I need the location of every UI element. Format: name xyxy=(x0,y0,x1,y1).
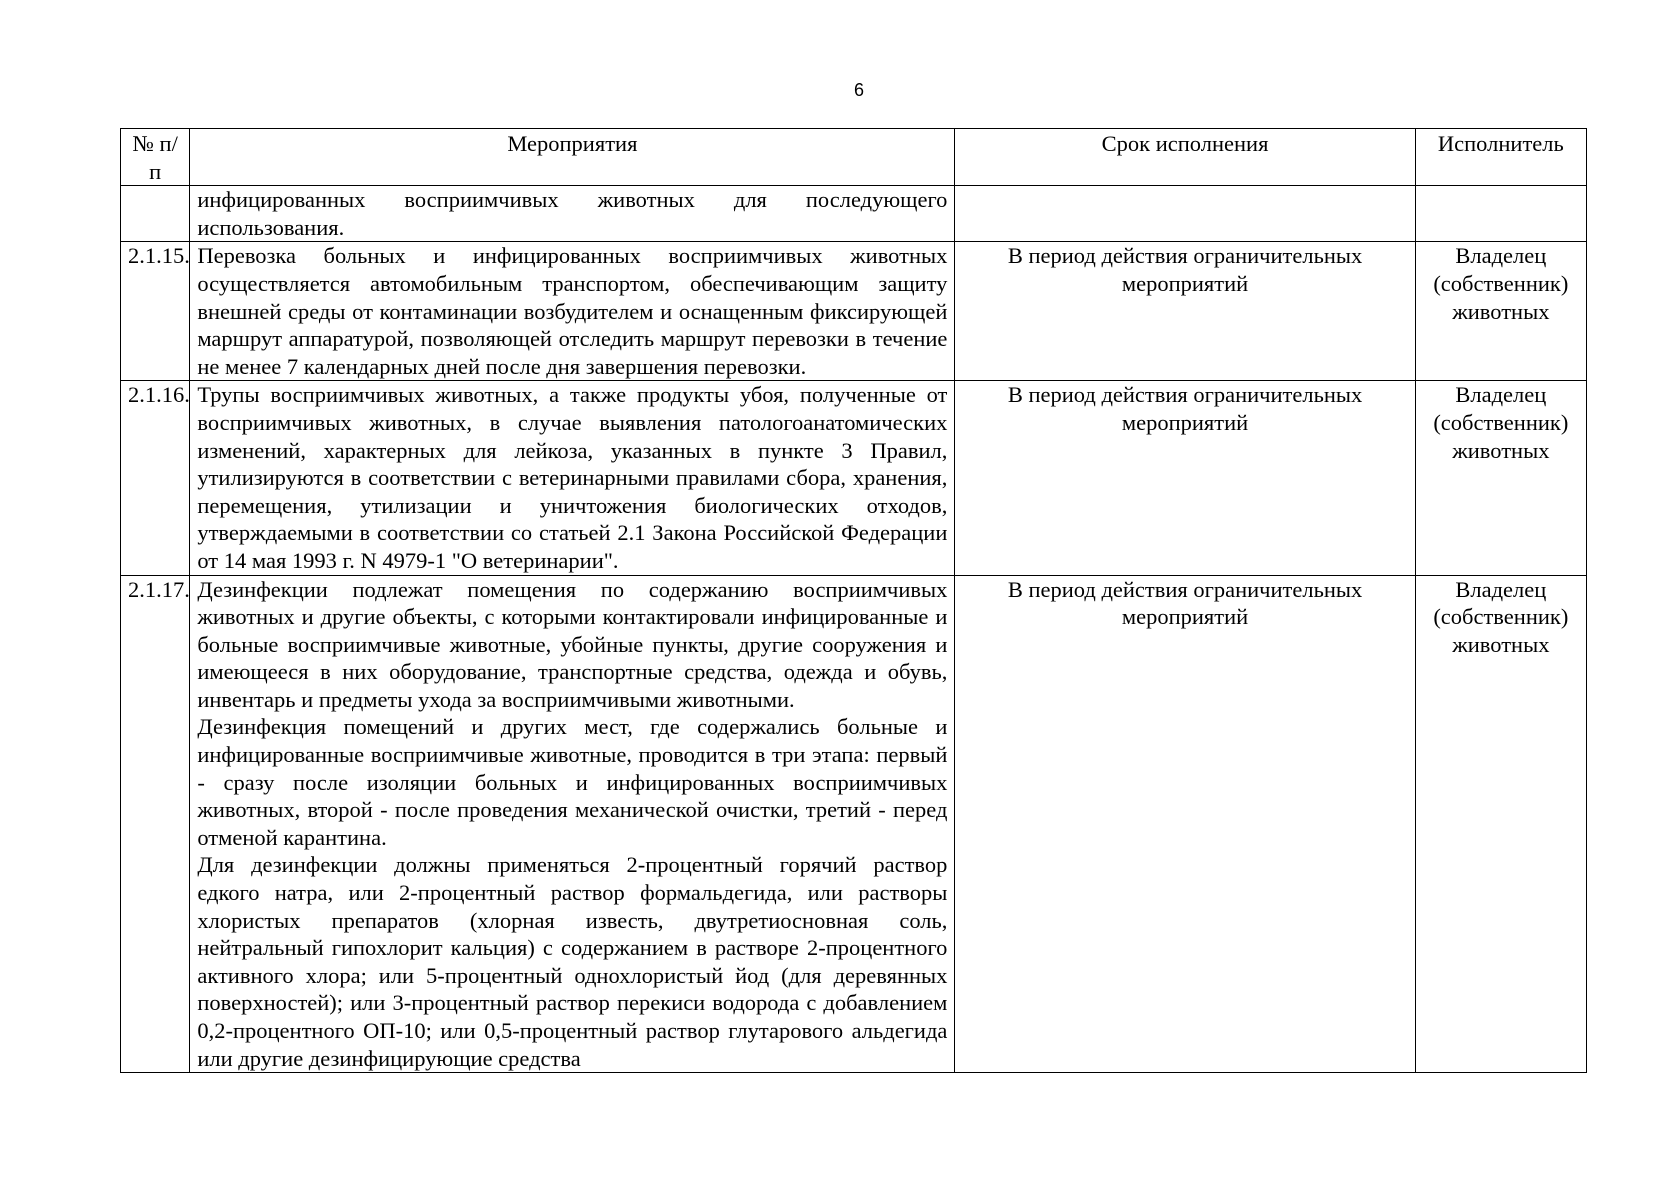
activity-paragraph: Трупы восприимчивых животных, а также продукты убоя, полученные от восприимчивых животных, в случае выявления патологоанатомических изменений, характерных для лейкоза, указанных в пункте 3 Правил, утилизируются в соответствии с ветеринарными правилами сбора, хранения, перемещения, утилизации и уничтожения биологических отходов, утверждаемыми в соответствии со статьей 2.1 Закона Российской Федерации от 14 мая 1993 г. N 4979-1 "О ветеринарии". xyxy=(197,382,948,573)
page-number: 6 xyxy=(853,80,864,100)
executor-line: (собственник) xyxy=(1433,604,1569,630)
activity-paragraph: инфицированных восприимчивых животных для последующего использования. xyxy=(197,187,948,240)
row-number: 2.1.15. xyxy=(121,242,190,381)
activity-paragraph: Для дезинфекции должны применяться 2-процентный горячий раствор едкого натра, или 2-процентный раствор формальдегида, или растворы хлористых препаратов (хлорная известь, двутретиосновная соль, нейтральный гипохлорит кальция) с содержанием в растворе 2-процентного активного хлора; или 5-процентный однохлористый йод (для деревянных поверхностей); или 3-процентный раствор перекиси водорода с добавлением 0,2-процентного ОП-10; или 0,5-процентный раствор глутарового альдегида или другие дезинфицирующие средства xyxy=(197,852,948,1071)
term-line: мероприятий xyxy=(1121,409,1249,435)
row-term xyxy=(955,381,1415,575)
row-executor xyxy=(1415,381,1586,575)
executor-line: животных xyxy=(1452,437,1550,463)
activity-paragraph: Дезинфекции подлежат помещения по содержанию восприимчивых животных и другие объекты, с которыми контактировали инфицированные и больные восприимчивые животные, убойные пункты, другие сооружения и имеющееся в них оборудование, транспортные средства, одежда и обувь, инвентарь и предметы ухода за восприимчивыми животными. xyxy=(197,576,948,712)
executor-line: животных xyxy=(1452,631,1550,657)
executor-line: животных xyxy=(1452,298,1550,324)
executor-line: Владелец xyxy=(1455,576,1547,602)
row-activity xyxy=(190,575,955,1073)
row-number: 2.1.16. xyxy=(121,381,190,575)
measures-table xyxy=(120,128,1587,1073)
term-line: мероприятий xyxy=(1121,270,1249,296)
executor-line: Владелец xyxy=(1455,382,1547,408)
executor-line: (собственник) xyxy=(1433,270,1569,296)
executor-line: (собственник) xyxy=(1433,409,1569,435)
term-line: мероприятий xyxy=(1121,604,1249,630)
row-executor-empty xyxy=(1415,186,1586,242)
row-executor xyxy=(1415,575,1586,1073)
row-term xyxy=(955,242,1415,381)
row-activity xyxy=(190,242,955,381)
executor-line: Владелец xyxy=(1455,243,1547,269)
row-activity xyxy=(190,186,955,242)
table-header-row xyxy=(121,129,1587,186)
table-row xyxy=(121,575,1587,1073)
header-term: Срок исполнения xyxy=(955,129,1415,186)
row-number-empty xyxy=(121,186,190,242)
row-executor xyxy=(1415,242,1586,381)
row-term-empty xyxy=(955,186,1415,242)
term-line: В период действия ограничительных xyxy=(1007,382,1363,408)
table-row xyxy=(121,242,1587,381)
row-activity xyxy=(190,381,955,575)
header-executor: Исполнитель xyxy=(1415,129,1586,186)
term-line: В период действия ограничительных xyxy=(1007,243,1363,269)
table-row xyxy=(121,381,1587,575)
table-row-continuation xyxy=(121,186,1587,242)
term-line: В период действия ограничительных xyxy=(1007,576,1363,602)
header-activity: Мероприятия xyxy=(190,129,955,186)
header-number: № п/п xyxy=(121,129,190,186)
row-number: 2.1.17. xyxy=(121,575,190,1073)
activity-paragraph: Перевозка больных и инфицированных восприимчивых животных осуществляется автомобильным транспортом, обеспечивающим защиту внешней среды от контаминации возбудителем и оснащенным фиксирующей маршрут аппаратурой, позволяющей отследить маршрут перевозки в течение не менее 7 календарных дней после дня завершения перевозки. xyxy=(197,243,948,379)
activity-paragraph: Дезинфекция помещений и других мест, где содержались больные и инфицированные восприимчивые животные, проводится в три этапа: первый - сразу после изоляции больных и инфицированных восприимчивых животных, второй - после проведения механической очистки, третий - перед отменой карантина. xyxy=(197,714,948,850)
row-term xyxy=(955,575,1415,1073)
